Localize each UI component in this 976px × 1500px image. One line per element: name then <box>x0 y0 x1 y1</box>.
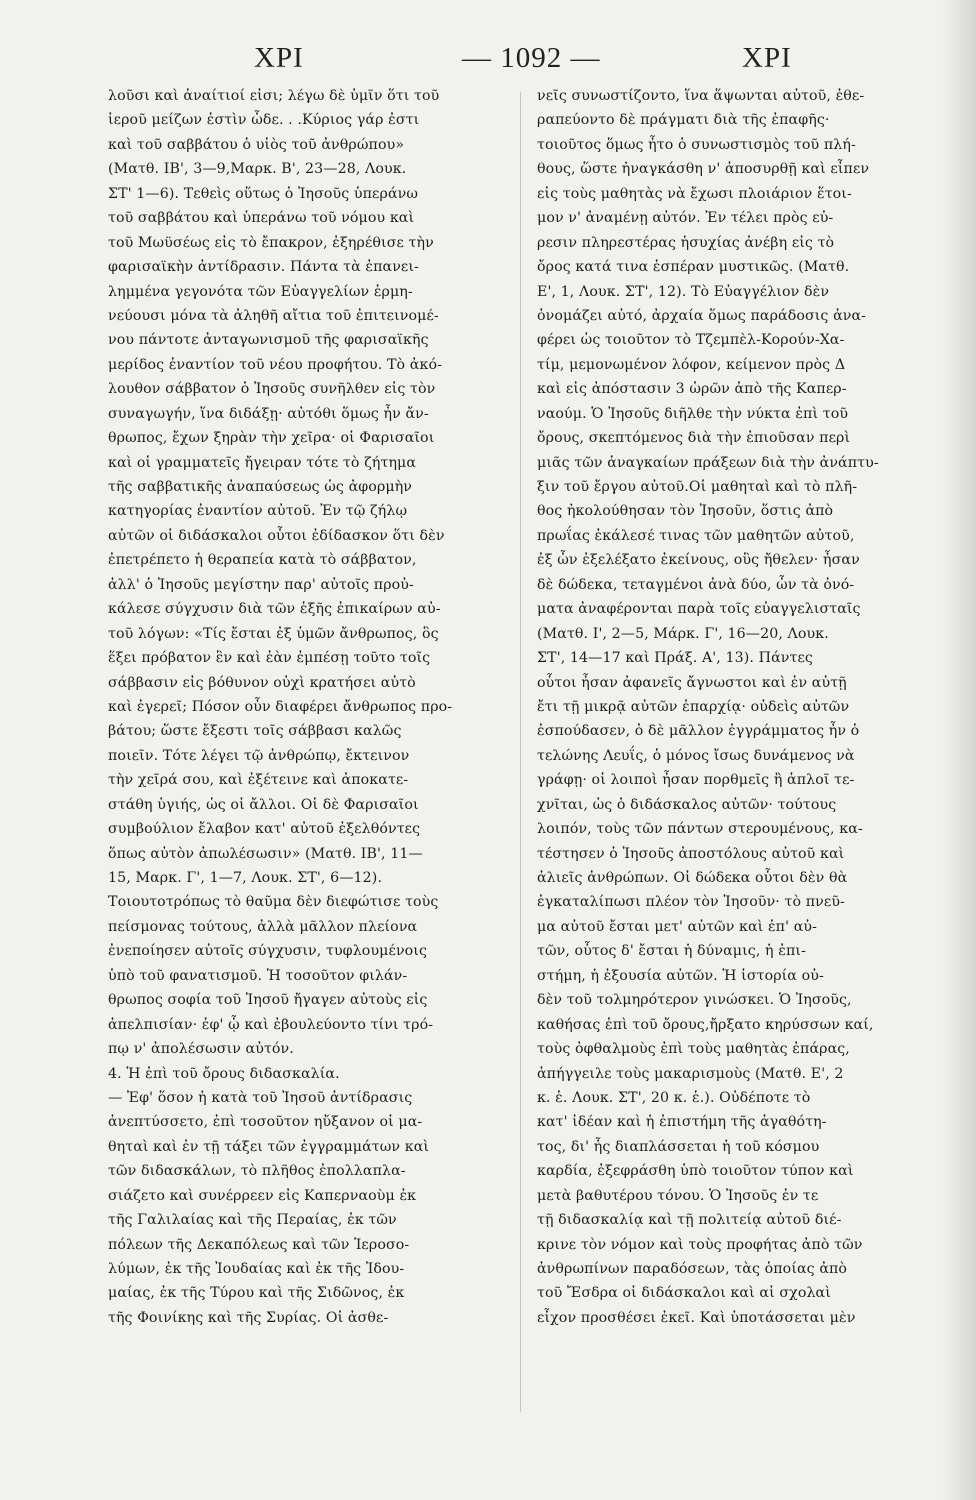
text-line: θρωπος σοφία τοῦ Ἰησοῦ ἤγαγεν αὐτοὺς εἰς <box>108 992 428 1009</box>
text-line: ποιεῖν. Τότε λέγει τῷ ἀνθρώπῳ, ἔκτεινον <box>108 747 410 764</box>
text-line: κρινε τὸν νόμον καὶ τοὺς προφήτας ἀπὸ τῶν <box>537 1236 863 1253</box>
text-line: τελώνης Λευΐς, ὁ μόνος ἴσως δυνάμενος νὰ <box>537 747 855 764</box>
text-line: τῆς Γαλιλαίας καὶ τῆς Περαίας, ἐκ τῶν <box>108 1212 397 1229</box>
text-line: τοῦ Ἔσδρα οἱ διδάσκαλοι καὶ αἱ σχολαὶ <box>537 1285 831 1302</box>
text-line: τοῦ Μωϋσέως εἰς τὸ ἔπακρον, ἐξηρέθισε τὴν <box>108 234 434 251</box>
text-line: βάτου; ὥστε ἔξεστι τοῖς σάββασι καλῶς <box>108 723 402 740</box>
text-line: ρεσιν πληρεστέρας ἡσυχίας ἀνέβη εἰς τὸ <box>537 234 835 251</box>
text-line: (Ματθ. Ι', 2—5, Μάρκ. Γ', 16—20, Λουκ. <box>537 625 829 642</box>
text-line: ἱεροῦ μείζων ἐστὶν ὧδε. . .Κύριος γάρ ἐστι <box>108 112 420 129</box>
page-binding-shadow <box>942 0 976 1500</box>
left-text-column <box>108 84 502 1330</box>
text-line: πείσμονας τούτους, ἀλλὰ μᾶλλον πλείονα <box>108 918 418 935</box>
text-line: ἁλιεῖς ἀνθρώπων. Οἱ δώδεκα οὗτοι δὲν θὰ <box>537 870 848 886</box>
text-line: μετὰ βαθυτέρου τόνου. Ὁ Ἰησοῦς ἐν τε <box>537 1187 819 1204</box>
text-line: 4. Ἡ ἐπὶ τοῦ ὄρους διδασκαλία. <box>108 1065 340 1082</box>
text-line: λημμένα γεγονότα τῶν Εὐαγγελίων ἑρμη- <box>108 283 413 300</box>
text-line: λουθον σάββατον ὁ Ἰησοῦς συνῆλθεν εἰς τὸν <box>108 381 436 398</box>
text-line: δὲ δώδεκα, τεταγμένοι ἀνὰ δύο, ὧν τὰ ὀνό- <box>537 576 855 593</box>
text-line: μαίας, ἐκ τῆς Τύρου καὶ τῆς Σιδῶνος, ἐκ <box>108 1285 405 1302</box>
text-line: φέρει ὡς τοιοῦτον τὸ Τζεμπὲλ-Κορούν-Χα- <box>537 332 845 349</box>
text-line: ἀλλ' ὁ Ἰησοῦς μεγίστην παρ' αὐτοῖς προὐ- <box>108 576 414 593</box>
text-line: ἔτι τῇ μικρᾷ αὐτῶν ἐπαρχίᾳ· οὐδεὶς αὐτῶν <box>537 698 850 715</box>
text-line: δὲν τοῦ τολμηρότερον γινώσκει. Ὁ Ἰησοῦς, <box>537 992 852 1009</box>
text-line: τῆς σαββατικῆς ἀναπαύσεως ὡς ἀφορμὴν <box>108 479 413 495</box>
text-line: τῶν διδασκάλων, τὸ πλῆθος ἐπολλαπλα- <box>108 1163 406 1180</box>
column-divider <box>520 92 521 1412</box>
text-line: κάλεσε σύγχυσιν διὰ τῶν ἑξῆς ἐπικαίρων αὐ- <box>108 601 441 618</box>
text-line: πρωΐας ἐκάλεσέ τινας τῶν μαθητῶν αὐτοῦ, <box>537 527 855 544</box>
text-line: ἐγκαταλίπωσι πλέον τὸν Ἰησοῦν· τὸ πνεῦ- <box>537 894 845 911</box>
text-line: Ε', 1, Λουκ. ΣΤ', 12). Τὸ Εὐαγγέλιον δὲν <box>537 283 830 300</box>
text-line: τοὺς ὀφθαλμοὺς ἐπὶ τοὺς μαθητὰς ἐπάρας, <box>537 1041 850 1058</box>
text-line: θος ἠκολούθησαν τὸν Ἰησοῦν, ὅστις ἀπὸ <box>537 503 834 520</box>
text-line: εἰς τοὺς μαθητὰς νὰ ἔχωσι πλοιάριον ἕτοι- <box>537 185 852 202</box>
text-line: συμβούλιον ἔλαβον κατ' αὐτοῦ ἐξελθόντες <box>108 821 421 838</box>
text-line: στήμη, ἡ ἐξουσία αὐτῶν. Ἡ ἱστορία οὐ- <box>537 967 824 984</box>
text-line: ὄρους, σκεπτόμενος διὰ τὴν ἐπιοῦσαν περὶ <box>537 430 851 447</box>
text-line: ΣΤ' 1—6). Τεθεὶς οὕτως ὁ Ἰησοῦς ὑπεράνω <box>108 185 419 202</box>
text-line: Τοιουτοτρόπως τὸ θαῦμα δὲν διεφώτισε τοὺς <box>108 894 439 911</box>
text-line: αὐτῶν οἱ διδάσκαλοι οὗτοι ἐδίδασκον ὅτι δὲν <box>108 527 445 544</box>
text-line: θους, ὥστε ἠναγκάσθη ν' ἀποσυρθῇ καὶ εἶπεν <box>537 161 870 178</box>
text-line: λύμων, ἐκ τῆς Ἰουδαίας καὶ ἐκ τῆς Ἰδου- <box>108 1261 405 1277</box>
text-line: ἀνθρωπίνων παραδόσεων, τὰς ὁποίας ἀπὸ <box>537 1261 848 1277</box>
text-line: νεύουσι μόνα τὰ ἀληθῆ αἴτια τοῦ ἐπιτεινομέ- <box>108 307 439 324</box>
text-line: φαρισαϊκὴν ἀντίδρασιν. Πάντα τὰ ἐπανει- <box>108 259 419 276</box>
text-line: μιᾶς τῶν ἀναγκαίων πράξεων διὰ τὴν ἀνάπτυ- <box>537 454 879 471</box>
text-line: μα αὐτοῦ ἔσται μετ' αὐτῶν καὶ ἐπ' αὐ- <box>537 918 817 935</box>
text-line: πῳ ν' ἀπολέσωσιν αὐτόν. <box>108 1041 294 1058</box>
text-line: ἀπελπισίαν· ἐφ' ᾧ καὶ ἐβουλεύοντο τίνι τρό- <box>108 1016 434 1033</box>
text-line: καὶ οἱ γραμματεῖς ἤγειραν τότε τὸ ζήτημα <box>108 454 417 471</box>
text-line: καθήσας ἐπὶ τοῦ ὄρους,ἤρξατο κηρύσσων καί, <box>537 1016 874 1033</box>
text-line: κατ' ἰδέαν καὶ ἡ ἐπιστήμη τῆς ἀγαθότη- <box>537 1114 827 1131</box>
text-line: νεῖς συνωστίζοντο, ἵνα ἅψωνται αὐτοῦ, ἐθε- <box>537 88 865 104</box>
text-line: καρδία, ἐξεφράσθη ὑπὸ τοιοῦτον τύπον καὶ <box>537 1163 854 1180</box>
text-line: τὴν χεῖρά σου, καὶ ἐξέτεινε καὶ ἀποκατε- <box>108 772 409 789</box>
text-line: μερίδος ἐναντίον τοῦ νέου προφήτου. Τὸ ἀκό- <box>108 356 442 373</box>
text-line: τῶν, οὗτος δ' ἔσται ἡ δύναμις, ἡ ἐπι- <box>537 943 806 960</box>
text-line: 15, Μαρκ. Γ', 1—7, Λουκ. ΣΤ', 6—12). <box>108 870 383 886</box>
text-line: κατηγορίας ἐναντίον αὐτοῦ. Ἐν τῷ ζήλῳ <box>108 503 408 520</box>
text-line: ραπεύοντο δὲ πράγματι διὰ τῆς ἐπαφῆς· <box>537 112 830 129</box>
text-line: λοιπόν, τοὺς τῶν πάντων στερουμένους, κα- <box>537 821 863 838</box>
text-line: ἐξ ὧν ἐξελέξατο ἐκείνους, οὓς ἤθελεν· ἦσαν <box>537 552 860 569</box>
text-line: νου πάντοτε ἀνταγωνισμοῦ τῆς φαρισαϊκῆς <box>108 332 429 349</box>
page-number: — 1092 — <box>462 42 601 74</box>
text-line: — Ἐφ' ὅσον ἡ κατὰ τοῦ Ἰησοῦ ἀντίδρασις <box>108 1089 413 1106</box>
text-line: γράφῃ· οἱ λοιποὶ ἦσαν πορθμεῖς ἢ ἁπλοῖ τε- <box>537 772 855 789</box>
text-line: ἐσπούδασεν, ὁ δὲ μᾶλλον ἐγγράμματος ἦν ὁ <box>537 723 860 740</box>
text-line: πόλεων τῆς Δεκαπόλεως καὶ τῶν Ἱεροσο- <box>108 1236 410 1253</box>
text-line: τῇ διδασκαλίᾳ καὶ τῇ πολιτείᾳ αὐτοῦ διέ- <box>537 1212 842 1229</box>
text-line: τοιοῦτος ὅμως ἦτο ὁ συνωστισμὸς τοῦ πλή- <box>537 136 856 153</box>
header-right-keyword: ΧΡΙ <box>742 42 792 74</box>
text-line: σάββασιν εἰς βόθυνον οὐχὶ κρατήσει αὐτὸ <box>108 674 416 691</box>
text-line: τος, δι' ἧς διαπλάσσεται ἡ τοῦ κόσμου <box>537 1138 820 1155</box>
text-line: καὶ τοῦ σαββάτου ὁ υἱὸς τοῦ ἀνθρώπου» <box>108 136 405 153</box>
text-line: ὄρος κατά τινα ἑσπέραν μυστικῶς. (Ματθ. <box>537 259 850 276</box>
text-line: σιάζετο καὶ συνέρρεεν εἰς Καπερναοὺμ ἐκ <box>108 1187 417 1204</box>
text-line: λοῦσι καὶ ἀναίτιοί εἰσι; λέγω δὲ ὑμῖν ὅτι τοῦ <box>108 88 440 104</box>
text-line: χνῖται, ὡς ὁ διδάσκαλος αὐτῶν· τούτους <box>537 796 837 813</box>
text-line: εἶχον προσθέσει ἐκεῖ. Καὶ ὑποτάσσεται μὲν <box>537 1309 856 1326</box>
text-line: οὗτοι ἦσαν ἀφανεῖς ἄγνωστοι καὶ ἐν αὐτῇ <box>537 674 847 691</box>
text-line: τέστησεν ὁ Ἰησοῦς ἀποστόλους αὐτοῦ καὶ <box>537 845 845 862</box>
text-line: (Ματθ. ΙΒ', 3—9,Μαρκ. Β', 23—28, Λουκ. <box>108 161 407 178</box>
text-line: ὑπὸ τοῦ φανατισμοῦ. Ἡ τοσοῦτον φιλάν- <box>108 967 408 984</box>
text-line: καὶ εἰς ἀπόστασιν 3 ὡρῶν ἀπὸ τῆς Καπερ- <box>537 381 847 398</box>
text-line: τῆς Φοινίκης καὶ τῆς Συρίας. Οἱ ἀσθε- <box>108 1309 389 1326</box>
header-left-keyword: ΧΡΙ <box>254 42 304 74</box>
text-line: ξιν τοῦ ἔργου αὐτοῦ.Οἱ μαθηταὶ καὶ τὸ πλῆ- <box>537 479 858 495</box>
text-line: θηταὶ καὶ ἐν τῇ τάξει τῶν ἐγγραμμάτων καὶ <box>108 1138 430 1155</box>
text-line: ἐπετρέπετο ἡ θεραπεία κατὰ τὸ σάββατον, <box>108 552 417 569</box>
text-line: ΣΤ', 14—17 καὶ Πράξ. Α', 13). Πάντες <box>537 650 813 667</box>
text-line: τίμ, μεμονωμένον λόφον, κείμενον πρὸς Δ <box>537 356 846 373</box>
text-line: τοῦ σαββάτου καὶ ὑπεράνω τοῦ νόμου καὶ <box>108 210 415 227</box>
running-header <box>0 42 976 82</box>
text-line: θρωπος, ἔχων ξηρὰν τὴν χεῖρα· οἱ Φαρισαῖοι <box>108 430 435 447</box>
text-line: ἐνεποίησεν αὐτοῖς σύγχυσιν, τυφλουμένοις <box>108 943 428 960</box>
text-line: ὅπως αὐτὸν ἀπωλέσωσιν» (Ματθ. ΙΒ', 11— <box>108 845 423 862</box>
text-line: μον ν' ἀναμένῃ αὐτόν. Ἐν τέλει πρὸς εὐ- <box>537 210 834 227</box>
text-line: συναγωγήν, ἵνα διδάξῃ· αὐτόθι ὅμως ἦν ἄν- <box>108 405 429 422</box>
text-line: τοῦ λόγων: «Τίς ἔσται ἐξ ὑμῶν ἄνθρωπος, ὃς <box>108 625 439 642</box>
text-line: κ. ἑ. Λουκ. ΣΤ', 20 κ. ἑ.). Οὐδέποτε τὸ <box>537 1089 811 1106</box>
text-line: στάθη ὑγιής, ὡς οἱ ἄλλοι. Οἱ δὲ Φαρισαῖοι <box>108 796 419 813</box>
text-line: ναούμ. Ὁ Ἰησοῦς διῆλθε τὴν νύκτα ἐπὶ τοῦ <box>537 405 849 422</box>
text-line: ἕξει πρόβατον ἓν καὶ ἐὰν ἐμπέσῃ τοῦτο τοῖς <box>108 650 431 667</box>
text-line: ἀνεπτύσσετο, ἐπὶ τοσοῦτον ηὔξανον οἱ μα- <box>108 1114 423 1131</box>
text-line: ματα ἀναφέρονται παρὰ τοῖς εὐαγγελισταῖς <box>537 601 861 618</box>
text-line: ὀνομάζει αὐτό, ἀρχαία ὅμως παράδοσις ἀνα- <box>537 307 867 324</box>
right-text-column <box>537 84 931 1330</box>
text-line: ἀπήγγειλε τοὺς μακαρισμοὺς (Ματθ. Ε', 2 <box>537 1065 844 1082</box>
text-line: καὶ ἐγερεῖ; Πόσον οὖν διαφέρει ἄνθρωπος προ- <box>108 698 453 715</box>
